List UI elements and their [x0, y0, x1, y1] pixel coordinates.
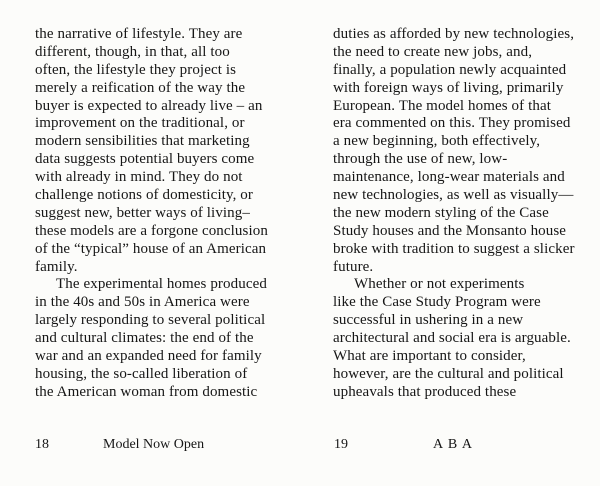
text-line: largely responding to several political	[35, 312, 266, 329]
text-line: with foreign ways of living, primarily	[333, 79, 564, 96]
text-line: duties as afforded by new technologies,	[333, 26, 575, 42]
text-line: these models are a forgone conclusion	[35, 222, 268, 239]
left-page-text-column	[35, 26, 297, 402]
text-line: the narrative of lifestyle. They are	[35, 26, 243, 42]
right-page-number: 19	[334, 437, 348, 452]
text-line: What are important to consider,	[333, 348, 526, 365]
text-line: war and an expanded need for family	[35, 348, 262, 365]
text-line: often, the lifestyle they project is	[35, 61, 237, 78]
text-line: the new modern styling of the Case	[333, 204, 549, 221]
text-line: broke with tradition to suggest a slicker	[333, 240, 575, 257]
text-line: successful in ushering in a new	[333, 312, 524, 329]
text-line: a new beginning, both effectively,	[333, 133, 541, 150]
text-line: The experimental homes produced	[56, 276, 267, 293]
text-line: era commented on this. They promised	[333, 115, 571, 132]
text-line: buyer is expected to already live – an	[35, 97, 263, 114]
text-line: future.	[333, 258, 374, 275]
text-line: through the use of new, low-	[333, 151, 508, 168]
text-line: different, though, in that, all too	[35, 43, 230, 60]
text-line: modern sensibilities that marketing	[35, 133, 250, 150]
text-line: finally, a population newly acquainted	[333, 61, 567, 78]
text-line: with already in mind. They do not	[35, 169, 243, 186]
text-line: Whether or not experiments	[354, 276, 525, 293]
text-line: suggest new, better ways of living–	[35, 204, 250, 221]
text-line: however, are the cultural and political	[333, 365, 564, 382]
text-line: Study houses and the Monsanto house	[333, 222, 567, 239]
text-line: European. The model homes of that	[333, 97, 551, 114]
right-page-footer	[334, 437, 596, 453]
text-line: architectural and social era is arguable.	[333, 330, 571, 347]
text-line: maintenance, long-wear materials and	[333, 169, 565, 186]
text-line: new technologies, as well as visually—	[333, 187, 574, 204]
text-line: like the Case Study Program were	[333, 294, 541, 311]
left-page-footer	[35, 437, 297, 453]
text-line: family.	[35, 258, 78, 275]
left-page-number: 18	[35, 437, 49, 452]
left-running-title: Model Now Open	[103, 437, 205, 452]
text-line: challenge notions of domesticity, or	[35, 187, 253, 204]
text-line: the American woman from domestic	[35, 383, 258, 400]
text-line: the need to create new jobs, and,	[333, 43, 533, 60]
text-line: improvement on the traditional, or	[35, 115, 245, 132]
text-line: housing, the so-called liberation of	[35, 365, 248, 382]
text-line: merely a reification of the way the	[35, 79, 246, 96]
text-line: and cultural climates: the end of the	[35, 330, 254, 347]
right-page-text-column	[333, 26, 595, 402]
right-running-title: A B A	[433, 437, 474, 452]
text-line: in the 40s and 50s in America were	[35, 294, 250, 311]
text-line: upheavals that produced these	[333, 383, 517, 400]
text-line: data suggests potential buyers come	[35, 151, 255, 168]
text-line: of the “typical” house of an American	[35, 240, 267, 257]
